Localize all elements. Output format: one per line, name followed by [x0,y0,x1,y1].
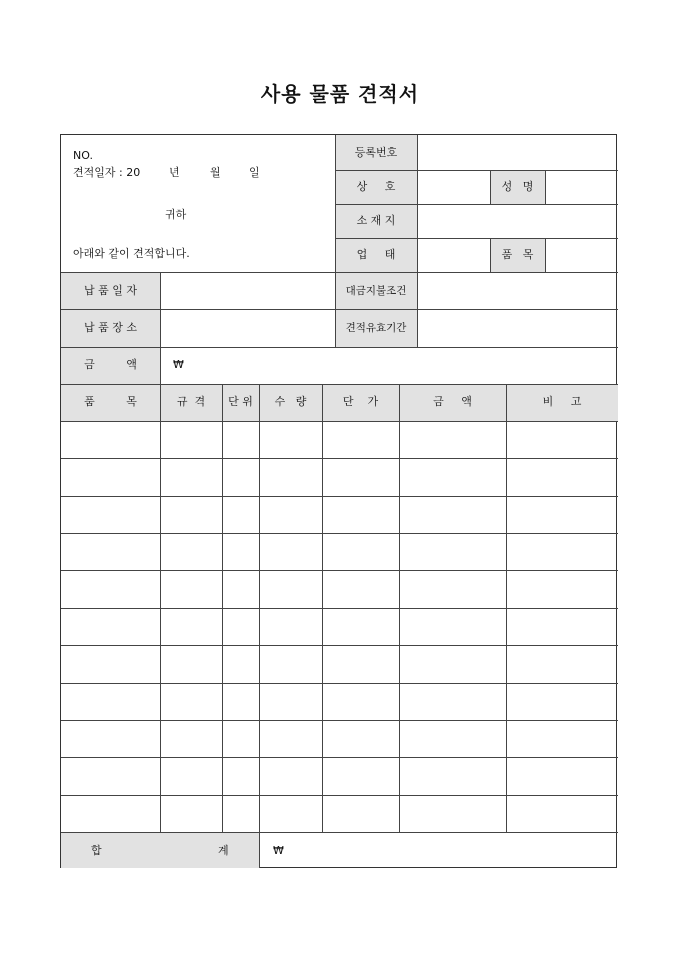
recipient-suffix: 귀하 [165,208,187,221]
col-header-unit: 단 위 [228,395,253,408]
payment-terms-label: 대금지불조건 [345,285,407,297]
amount-currency-symbol: ₩ [173,358,184,371]
amount-label: 금 액 [84,358,137,371]
total-currency-symbol: ₩ [273,844,284,857]
intro-text: 아래와 같이 견적합니다. [73,247,190,260]
date-month-label: 월 [210,166,221,179]
col-header-spec: 규 격 [176,395,206,408]
estimate-date-label: 견적일자 : 20 [73,166,141,179]
date-year-label: 년 [169,166,180,179]
col-header-amount: 금 액 [433,395,472,408]
estimate-form [60,134,617,868]
delivery-place-label: 납 품 장 소 [84,321,137,334]
company-label: 상 호 [356,180,396,193]
date-day-label: 일 [249,166,260,179]
page-title: 사용 물품 견적서 [260,82,420,106]
name-label: 성 명 [501,180,534,193]
col-header-item: 품 목 [84,395,137,408]
col-header-quantity: 수 량 [274,395,307,408]
reg-number-label: 등록번호 [354,146,398,159]
business-type-label: 업 태 [356,248,396,261]
validity-label: 견적유효기간 [345,322,407,334]
col-header-remarks: 비 고 [542,395,582,408]
address-label: 소 재 지 [356,214,396,227]
total-label-left: 합 [91,844,102,857]
total-label-right: 계 [218,844,229,857]
item-type-label: 품 목 [501,248,534,261]
col-header-unit-price: 단 가 [342,395,379,408]
no-label: NO. [73,149,93,162]
delivery-date-label: 납 품 일 자 [84,284,137,297]
